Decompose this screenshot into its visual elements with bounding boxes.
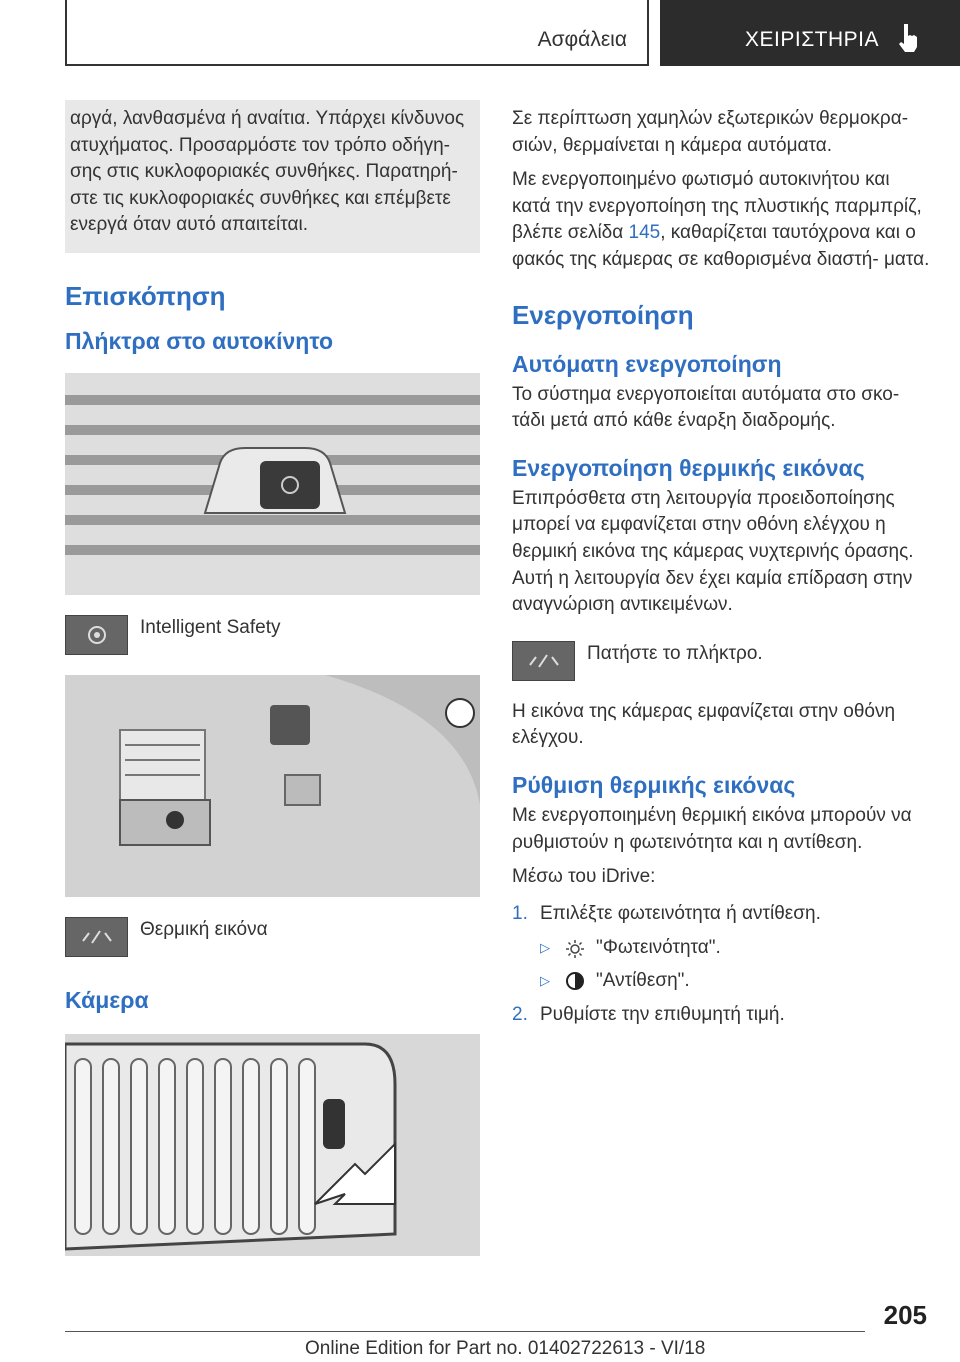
step-text: Ρυθμίστε την επιθυμητή τιμή.: [540, 1004, 785, 1026]
chapter-title: ΧΕΙΡΙΣΤΗΡΙΑ: [745, 28, 880, 51]
button-panel-image: [65, 373, 480, 595]
adjust-paragraph: Με ενεργοποιημένη θερμική εικόνα μπορούν να ρυθμιστούν η φωτεινότητα και η αντίθεση.: [512, 804, 912, 853]
brightness-icon: [562, 938, 588, 960]
overview-heading: Επισκόπηση: [65, 280, 226, 311]
warning-text: αργά, λανθασμένα ή αναίτια. Υπάρχει κίνδυνος ατυχήματος. Προσαρμόστε τον τρόπο οδήγη- σης στις κυκλοφοριακές συνθήκες. Παρατηρή- στε τις κυκλοφοριακές συνθήκες και επέμβετε ενεργά όταν αυτό απαιτείται.: [70, 108, 465, 236]
step-text: Επιλέξτε φωτεινότητα ή αντίθεση.: [540, 902, 821, 924]
adjust-heading: Ρύθμιση θερμικής εικόνας: [512, 771, 796, 798]
pointing-hand-icon: [896, 22, 922, 54]
left-column: [65, 100, 480, 1256]
intro-paragraph: Σε περίπτωση χαμηλών εξωτερικών θερμοκρα- σιών, θερμαίνεται η κάμερα αυτόματα.: [512, 108, 909, 156]
header-chapter-box: [660, 0, 960, 66]
press-button-row: [512, 641, 932, 681]
camera-location-image: [65, 1034, 480, 1256]
press-button-label: Πατήστε το πλήκτρο.: [587, 642, 763, 664]
thermal-activation-heading: Ενεργοποίηση θερμικής εικόνας: [512, 454, 865, 481]
cleaning-text-before: Με ενεργοποιημένο φωτισμό αυτοκινήτου και κατά την ενεργοποίηση της πλυστικής παρμπρίζ, βλέπε σελίδα: [512, 169, 922, 244]
thermal-image-button-icon: [65, 917, 128, 957]
auto-activation-paragraph: Το σύστημα ενεργοποιείται αυτόματα στο σκο- τάδι μετά από κάθε έναρξη διαδρομής.: [512, 383, 900, 432]
dashboard-image: [65, 675, 480, 897]
warning-box: [65, 100, 480, 253]
thermal-image-label: Θερμική εικόνα: [140, 918, 268, 940]
triangle-bullet-icon: ▷: [540, 972, 550, 988]
step-item: [512, 901, 932, 928]
buttons-heading: Πλήκτρα στο αυτοκίνητο: [65, 327, 334, 354]
cleaning-paragraph: [512, 167, 932, 273]
intelligent-safety-button-icon: [65, 615, 128, 655]
intelligent-safety-label: Intelligent Safety: [140, 616, 281, 638]
via-idrive-text: Μέσω του iDrive:: [512, 866, 656, 888]
auto-activation-heading: Αυτόματη ενεργοποίηση: [512, 350, 782, 377]
footer-divider: [65, 1331, 865, 1332]
step-number: 2.: [512, 1004, 528, 1026]
display-paragraph: Η εικόνα της κάμερας εμφανίζεται στην οθόνη ελέγχου.: [512, 700, 896, 749]
section-title: Ασφάλεια: [537, 28, 627, 51]
activation-heading: Ενεργοποίηση: [512, 299, 694, 330]
sub-step-item: [512, 968, 932, 995]
intelligent-safety-row: [65, 615, 480, 655]
camera-heading: Κάμερα: [65, 986, 149, 1013]
edition-text: Online Edition for Part no. 01402722613 - VI/18: [305, 1338, 706, 1359]
thermal-activation-paragraph: Επιπρόσθετα στη λειτουργία προειδοποίησης μπορεί να εμφανίζεται στην οθόνη ελέγχου η θερμική εικόνα της κάμερας νυχτερινής όρασης. Αυτή η λειτουργία δεν έχει καμία επίδραση στην αναγνώριση αντικειμένων.: [512, 487, 914, 616]
cleaning-text-after: , καθαρίζεται ταυτόχρονα και ο φακός της κάμερας σε καθορισμένα διαστή- ματα.: [512, 222, 930, 270]
step-item: [512, 1002, 932, 1029]
step-number: 1.: [512, 902, 528, 924]
contrast-icon: [562, 970, 588, 992]
right-column: [512, 100, 932, 1029]
triangle-bullet-icon: ▷: [540, 940, 550, 956]
page-number: 205: [883, 1300, 927, 1330]
sub-step-text: "Φωτεινότητα".: [596, 937, 721, 959]
sub-step-text: "Αντίθεση".: [596, 969, 690, 991]
header-section-box: [65, 0, 649, 66]
thermal-image-row: [65, 917, 480, 957]
page-reference-link[interactable]: 145: [628, 222, 661, 244]
thermal-image-button-icon: [512, 641, 575, 681]
sub-step-item: [512, 935, 932, 962]
